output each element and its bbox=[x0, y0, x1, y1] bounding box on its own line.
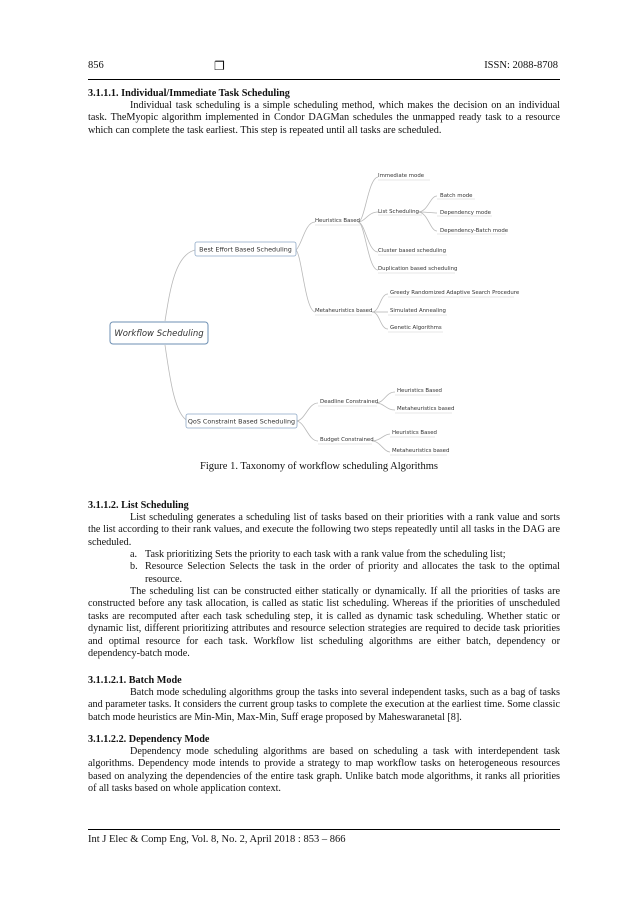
metaheuristics-based-node: Metaheuristics based bbox=[315, 308, 373, 314]
paragraph: Dependency mode scheduling algorithms are based on scheduling a task with interdependent task algorithms. Dependency mode intends to provide a strategy to map workflow tasks on heterogeneous resources based on analyzing the dependencies of the entire task graph. Unlike batch mode algorithms, it ranks all priorities of all tasks based on whole application context. bbox=[88, 746, 560, 795]
list-marker: b. bbox=[130, 561, 138, 573]
box-symbol-icon: ❐ bbox=[214, 59, 225, 73]
section-heading-dependency: 3.1.1.2.2. Dependency Mode bbox=[88, 734, 210, 745]
budget-metaheuristics-node: Metaheuristics based bbox=[392, 448, 450, 454]
list-item-text: Task prioritizing Sets the priority to each task with a rank value from the scheduling list; bbox=[145, 549, 506, 560]
section-heading-list: 3.1.1.2. List Scheduling bbox=[88, 500, 189, 511]
section-body-list bbox=[88, 512, 560, 549]
paragraph: List scheduling generates a scheduling list of tasks based on their priorities with a rank value and sorts the list according to their rank values, and execute the following two steps repeatedly until all tasks in the DAG are scheduled. bbox=[88, 512, 560, 548]
ordered-list bbox=[88, 549, 560, 586]
deadline-metaheuristics-node: Metaheuristics based bbox=[397, 406, 455, 412]
batch-mode-node: Batch mode bbox=[440, 193, 473, 199]
list-marker: a. bbox=[130, 549, 138, 560]
deadline-constrained-node: Deadline Constrained bbox=[320, 399, 379, 405]
list-item bbox=[88, 549, 560, 561]
section-heading-individual: 3.1.1.1. Individual/Immediate Task Scheduling bbox=[88, 88, 290, 99]
deadline-heuristics-node: Heuristics Based bbox=[397, 388, 442, 394]
footer-rule bbox=[88, 829, 560, 830]
section-body-dependency bbox=[88, 746, 560, 796]
cluster-based-node: Cluster based scheduling bbox=[378, 248, 447, 254]
immediate-mode-node: Immediate mode bbox=[378, 173, 425, 179]
duplication-based-node: Duplication based scheduling bbox=[378, 266, 458, 272]
list-item-text: Resource Selection Selects the task in the order of priority and allocates the task to the optimal resource. bbox=[145, 561, 560, 585]
section-body-list-2 bbox=[88, 586, 560, 660]
budget-heuristics-node: Heuristics Based bbox=[392, 430, 437, 436]
section-body-batch bbox=[88, 687, 560, 724]
best-effort-label: Best Effort Based Scheduling bbox=[199, 245, 292, 254]
list-item bbox=[88, 561, 560, 586]
dependency-mode-node: Dependency mode bbox=[440, 210, 491, 216]
paragraph: The scheduling list can be constructed either statically or dynamically. If all the priorities of tasks are constructed before any task allocation, is called as static list scheduling. Whereas if the priorities of unscheduled tasks are recomputed after each task scheduling step, it is called as dynamic task scheduling. Whether static or dynamic list, different prioritizing attributes and resource selection strategies are required to decide task priorities and optimal resource for each task. Workflow list scheduling algorithms are either batch, dependency or dependency-batch mode. bbox=[88, 586, 560, 660]
grasp-node: Greedy Randomized Adaptive Search Procedure bbox=[390, 290, 520, 296]
issn: ISSN: 2088-8708 bbox=[484, 60, 558, 71]
section-heading-batch: 3.1.1.2.1. Batch Mode bbox=[88, 675, 182, 686]
qos-label: QoS Constraint Based Scheduling bbox=[187, 417, 296, 426]
genetic-algorithms-node: Genetic Algorithms bbox=[390, 325, 442, 331]
budget-constrained-node: Budget Constrained bbox=[320, 437, 374, 443]
heuristics-based-node: Heuristics Based bbox=[315, 218, 360, 224]
simulated-annealing-node: Simulated Annealing bbox=[390, 308, 446, 314]
paragraph: Batch mode scheduling algorithms group the tasks into several independent tasks, such as a bag of tasks and parameter tasks. It considers the current group tasks to complete the execution at the earliest time. Some classic batch mode heuristics are Min-Min, Max-Min, Suff erage proposed by Maheswaranetal [8]. bbox=[88, 687, 560, 723]
paragraph: Individual task scheduling is a simple scheduling method, which makes the decision on an individual task. TheMyopic algorithm implemented in Condor DAGMan schedules the unmapped ready task to a resource which can complete the task earliest. This step is repeated until all tasks are scheduled. bbox=[88, 100, 560, 136]
dependency-batch-mode-node: Dependency-Batch mode bbox=[440, 228, 509, 234]
figure-caption: Figure 1. Taxonomy of workflow scheduling Algorithms bbox=[200, 461, 438, 472]
page-number: 856 bbox=[88, 60, 104, 71]
footer-citation: Int J Elec & Comp Eng, Vol. 8, No. 2, April 2018 : 853 – 866 bbox=[88, 834, 346, 845]
list-scheduling-node: List Scheduling bbox=[378, 209, 419, 215]
root-label: Workflow Scheduling bbox=[114, 329, 204, 339]
